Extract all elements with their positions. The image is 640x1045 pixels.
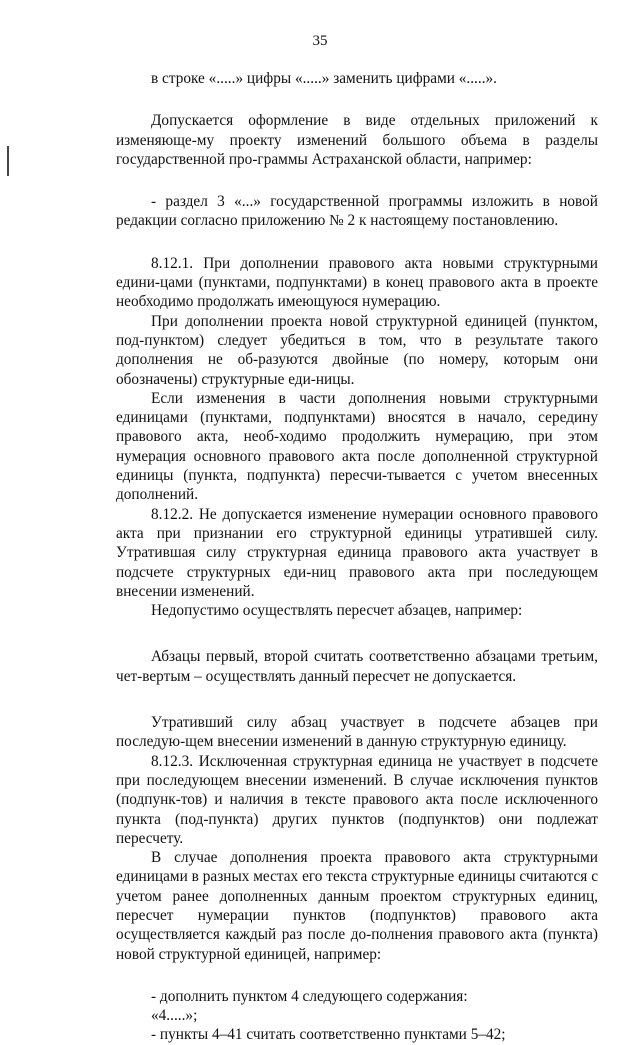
paragraph: - раздел 3 «...» государственной программы изложить в новой редакции согласно приложению № 2 к настоящему постановлению. bbox=[116, 193, 598, 230]
paragraph: Если изменения в части дополнения новыми структурными единицами (пунктами, подпунктами) вносятся в начало, середину правового акта, необ-ходимо продолжить нумерацию, при этом нумерация основного правового акта после дополненной структурной единицы (пункта, подпункта) пересчи-тывается с учетом внесенных дополнений. bbox=[116, 389, 598, 504]
paragraph: в строке «.....» цифры «.....» заменить цифрами «.....». bbox=[151, 70, 498, 87]
page-number: 35 bbox=[312, 33, 328, 49]
paragraph: «4.....»; bbox=[151, 1007, 198, 1025]
paragraph: При дополнении проекта новой структурной единицей (пунктом, под-пунктом) следует убедиться в том, что в результате такого дополнения не об-разуются двойные (по номеру, которым они обозначены) структурные еди-ницы. bbox=[116, 312, 598, 388]
paragraph: - дополнить пунктом 4 следующего содержания: bbox=[151, 987, 468, 1005]
document-body bbox=[116, 69, 598, 1045]
paragraph: - пункты 4–41 считать соответственно пунктами 5–42; bbox=[151, 1026, 506, 1044]
paragraph: Недопустимо осуществлять пересчет абзацев, например: bbox=[151, 602, 523, 620]
paragraph: Абзацы первый, второй считать соответственно абзацами третьим, чет-вертым – осуществлять данный пересчет не допускается. bbox=[116, 648, 598, 685]
paragraph: В случае дополнения проекта правового акта структурными единицами в разных местах его текста структурные единицы считаются с учетом ранее дополненных данным проектом структурных единиц, пересчет нумерации пунктов (подпунктов) правового акта осуществляется каждый раз после до-полнения правового акта (пункта) новой структурной единицей, например: bbox=[116, 849, 598, 963]
paragraph: Утративший силу абзац участвует в подсчете абзацев при последую-щем внесении изменений в данную структурную единицу. bbox=[116, 714, 598, 751]
paragraph: 8.12.2. Не допускается изменение нумерации основного правового акта при признании его структурной единицы утратившей силу. Утратившая силу структурная единица правового акта участвует в подсчете структурных еди-ниц правового акта при последующем внесении изменений. bbox=[116, 505, 598, 600]
paragraph: 8.12.1. При дополнении правового акта новыми структурными едини-цами (пунктами, подпунктами) в конец правового акта в проекте необходимо продолжать имеющуюся нумерацию. bbox=[116, 254, 598, 311]
paragraph: Допускается оформление в виде отдельных приложений к изменяюще-му проекту изменений большого объема в разделы государственной про-граммы Астраханской области, например: bbox=[116, 112, 598, 168]
scan-margin-mark bbox=[7, 146, 9, 176]
paragraph: 8.12.3. Исключенная структурная единица не участвует в подсчете при последующем внесении изменений. В случае исключения пунктов (подпунк-тов) и наличия в тексте правового акта после исключенного пункта (под-пункта) других пунктов (подпунктов) они подлежат пересчету. bbox=[116, 752, 598, 847]
